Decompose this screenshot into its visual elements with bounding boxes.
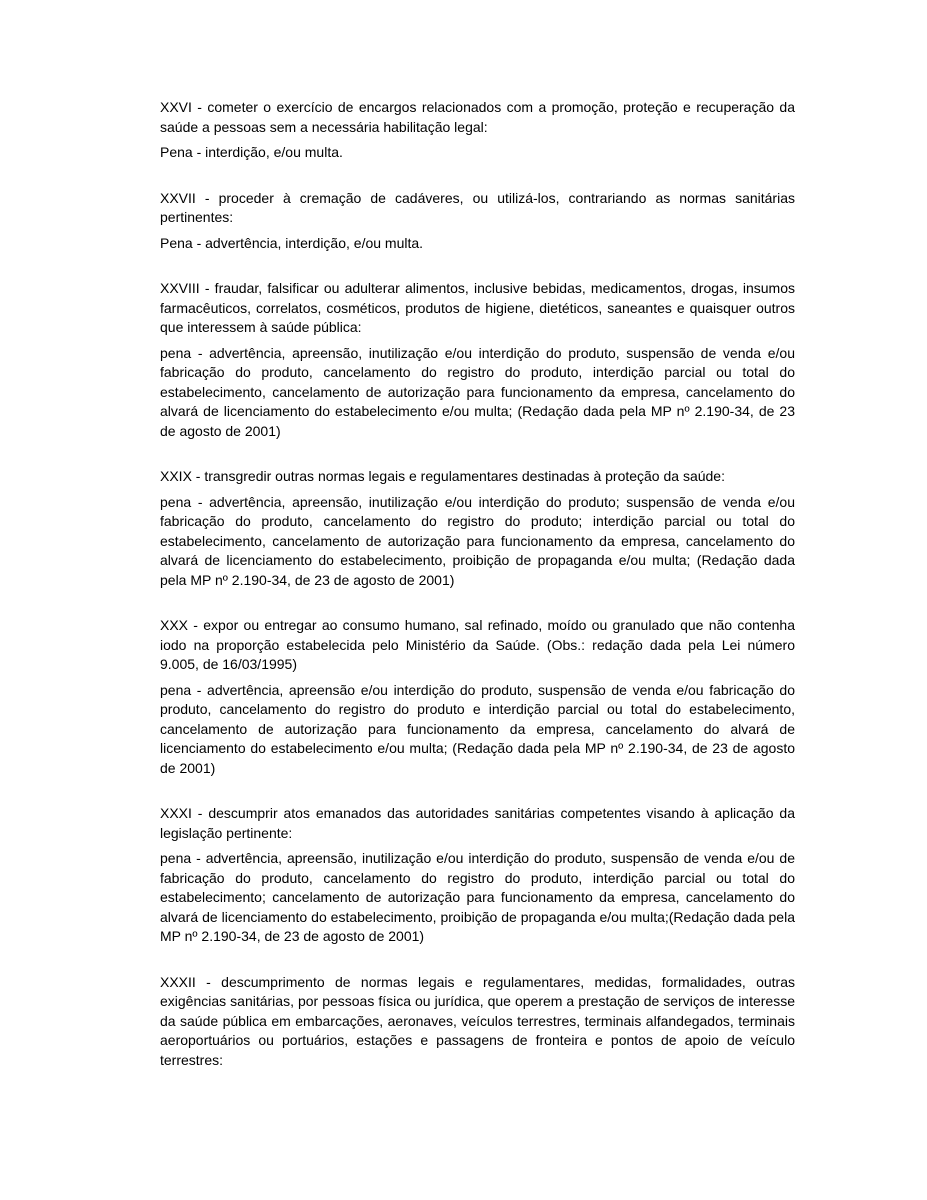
- section-xxxii: [160, 973, 795, 1071]
- penalty-xxix: pena - advertência, apreensão, inutilização e/ou interdição do produto; suspensão de venda e/ou fabricação do produto, cancelamento do registro do produto; interdição parcial ou total do estabelecimento, cancelamento de autorização para funcionamento da empresa, cancelamento do alvará de licenciamento do estabelecimento, proibição de propaganda e/ou multa; (Redação dada pela MP nº 2.190-34, de 23 de agosto de 2001): [160, 493, 795, 588]
- penalty-xxx: pena - advertência, apreensão e/ou interdição do produto, suspensão de venda e/ou fabricação do produto, cancelamento do registro do produto e interdição parcial ou total do estabelecimento, cancelamento de autorização para funcionamento da empresa, cancelamento do alvará de licenciamento do estabelecimento e/ou multa; (Redação dada pela MP nº 2.190-34, de 23 de agosto de 2001): [160, 681, 795, 776]
- section-xxx: [160, 616, 795, 778]
- section-xxvi: [160, 98, 795, 163]
- clause-xxvii: XXVII - proceder à cremação de cadáveres, ou utilizá-los, contrariando as normas sanitárias pertinentes:: [160, 189, 795, 225]
- section-xxxi: [160, 804, 795, 947]
- section-xxvii: [160, 189, 795, 254]
- penalty-xxvi: Pena - interdição, e/ou multa.: [160, 144, 343, 160]
- clause-xxvi: XXVI - cometer o exercício de encargos relacionados com a promoção, proteção e recuperação da saúde a pessoas sem a necessária habilitação legal:: [160, 99, 795, 135]
- section-xxix: [160, 467, 795, 590]
- clause-xxxi: XXXI - descumprir atos emanados das autoridades sanitárias competentes visando à aplicação da legislação pertinente:: [160, 805, 795, 841]
- penalty-xxviii: pena - advertência, apreensão, inutilização e/ou interdição do produto, suspensão de venda e/ou fabricação do produto, cancelamento do registro do produto, interdição parcial ou total do estabelecimento, cancelamento de autorização para funcionamento da empresa, cancelamento do alvará de licenciamento do estabelecimento e/ou multa; (Redação dada pela MP nº 2.190-34, de 23 de agosto de 2001): [160, 344, 795, 439]
- clause-xxviii: XXVIII - fraudar, falsificar ou adulterar alimentos, inclusive bebidas, medicamentos, drogas, insumos farmacêuticos, correlatos, cosméticos, produtos de higiene, dietéticos, saneantes e quaisquer outros que interessem à saúde pública:: [160, 280, 795, 335]
- penalty-xxvii: Pena - advertência, interdição, e/ou multa.: [160, 234, 424, 251]
- clause-xxx: XXX - expor ou entregar ao consumo humano, sal refinado, moído ou granulado que não contenha iodo na proporção estabelecida pelo Ministério da Saúde. (Obs.: redação dada pela Lei número 9.005, de 16/03/1995): [160, 617, 795, 672]
- section-xxviii: [160, 279, 795, 441]
- penalty-xxxi: pena - advertência, apreensão, inutilização e/ou interdição do produto, suspensão de venda e/ou de fabricação do produto, cancelamento do registro do produto, interdição parcial ou total do estabelecimento; cancelamento de autorização para funcionamento da empresa, cancelamento do alvará de licenciamento do estabelecimento, proibição de propaganda e/ou multa;(Redação dada pela MP nº 2.190-34, de 23 de agosto de 2001): [160, 850, 795, 944]
- clause-xxxii: XXXII - descumprimento de normas legais e regulamentares, medidas, formalidades, outras exigências sanitárias, por pessoas física ou jurídica, que operem a prestação de serviços de interesse da saúde pública em embarcações, aeronaves, veículos terrestres, terminais alfandegados, terminais aeroportuários ou portuários, estações e passagens de fronteira e pontos de apoio de veículo terrestres:: [160, 973, 795, 1068]
- clause-xxix: XXIX - transgredir outras normas legais e regulamentares destinadas à proteção da saúde:: [160, 468, 725, 484]
